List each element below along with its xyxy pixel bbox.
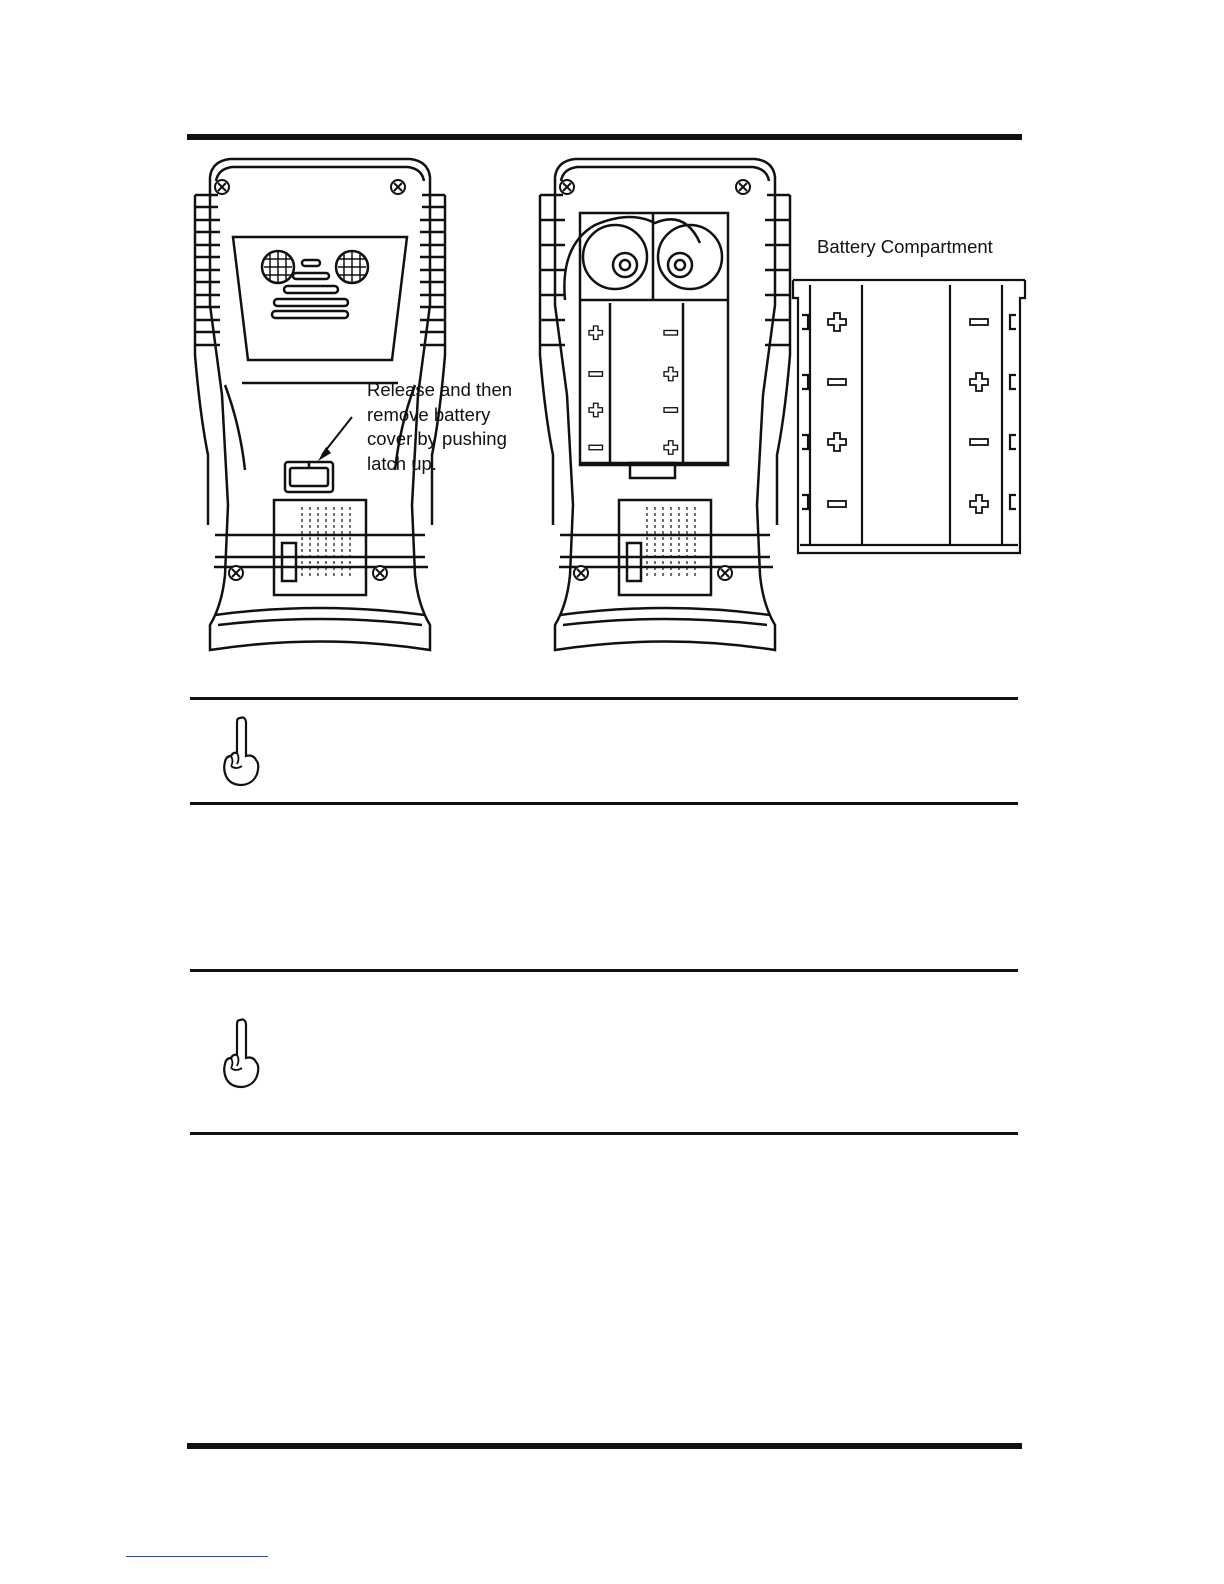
note-1-bottom-rule bbox=[190, 802, 1018, 805]
battery-installation-figure bbox=[190, 155, 1030, 675]
note-2 bbox=[190, 972, 1018, 1132]
bottom-rule bbox=[187, 1443, 1022, 1449]
top-rule bbox=[187, 134, 1022, 140]
annotation-line: latch up. bbox=[367, 452, 437, 474]
annotation-line: remove battery bbox=[367, 403, 491, 425]
footer-link[interactable] bbox=[126, 1556, 268, 1557]
battery-compartment-title: Battery Compartment bbox=[817, 236, 993, 257]
pointing-hand-icon bbox=[220, 1016, 262, 1090]
note-1 bbox=[190, 700, 1018, 802]
pointing-hand-icon bbox=[220, 714, 262, 788]
annotation-line: Release and then bbox=[367, 379, 513, 400]
annotation-line: cover by pushing bbox=[367, 428, 507, 449]
latch-release-annotation bbox=[367, 378, 537, 476]
note-2-bottom-rule bbox=[190, 1132, 1018, 1135]
